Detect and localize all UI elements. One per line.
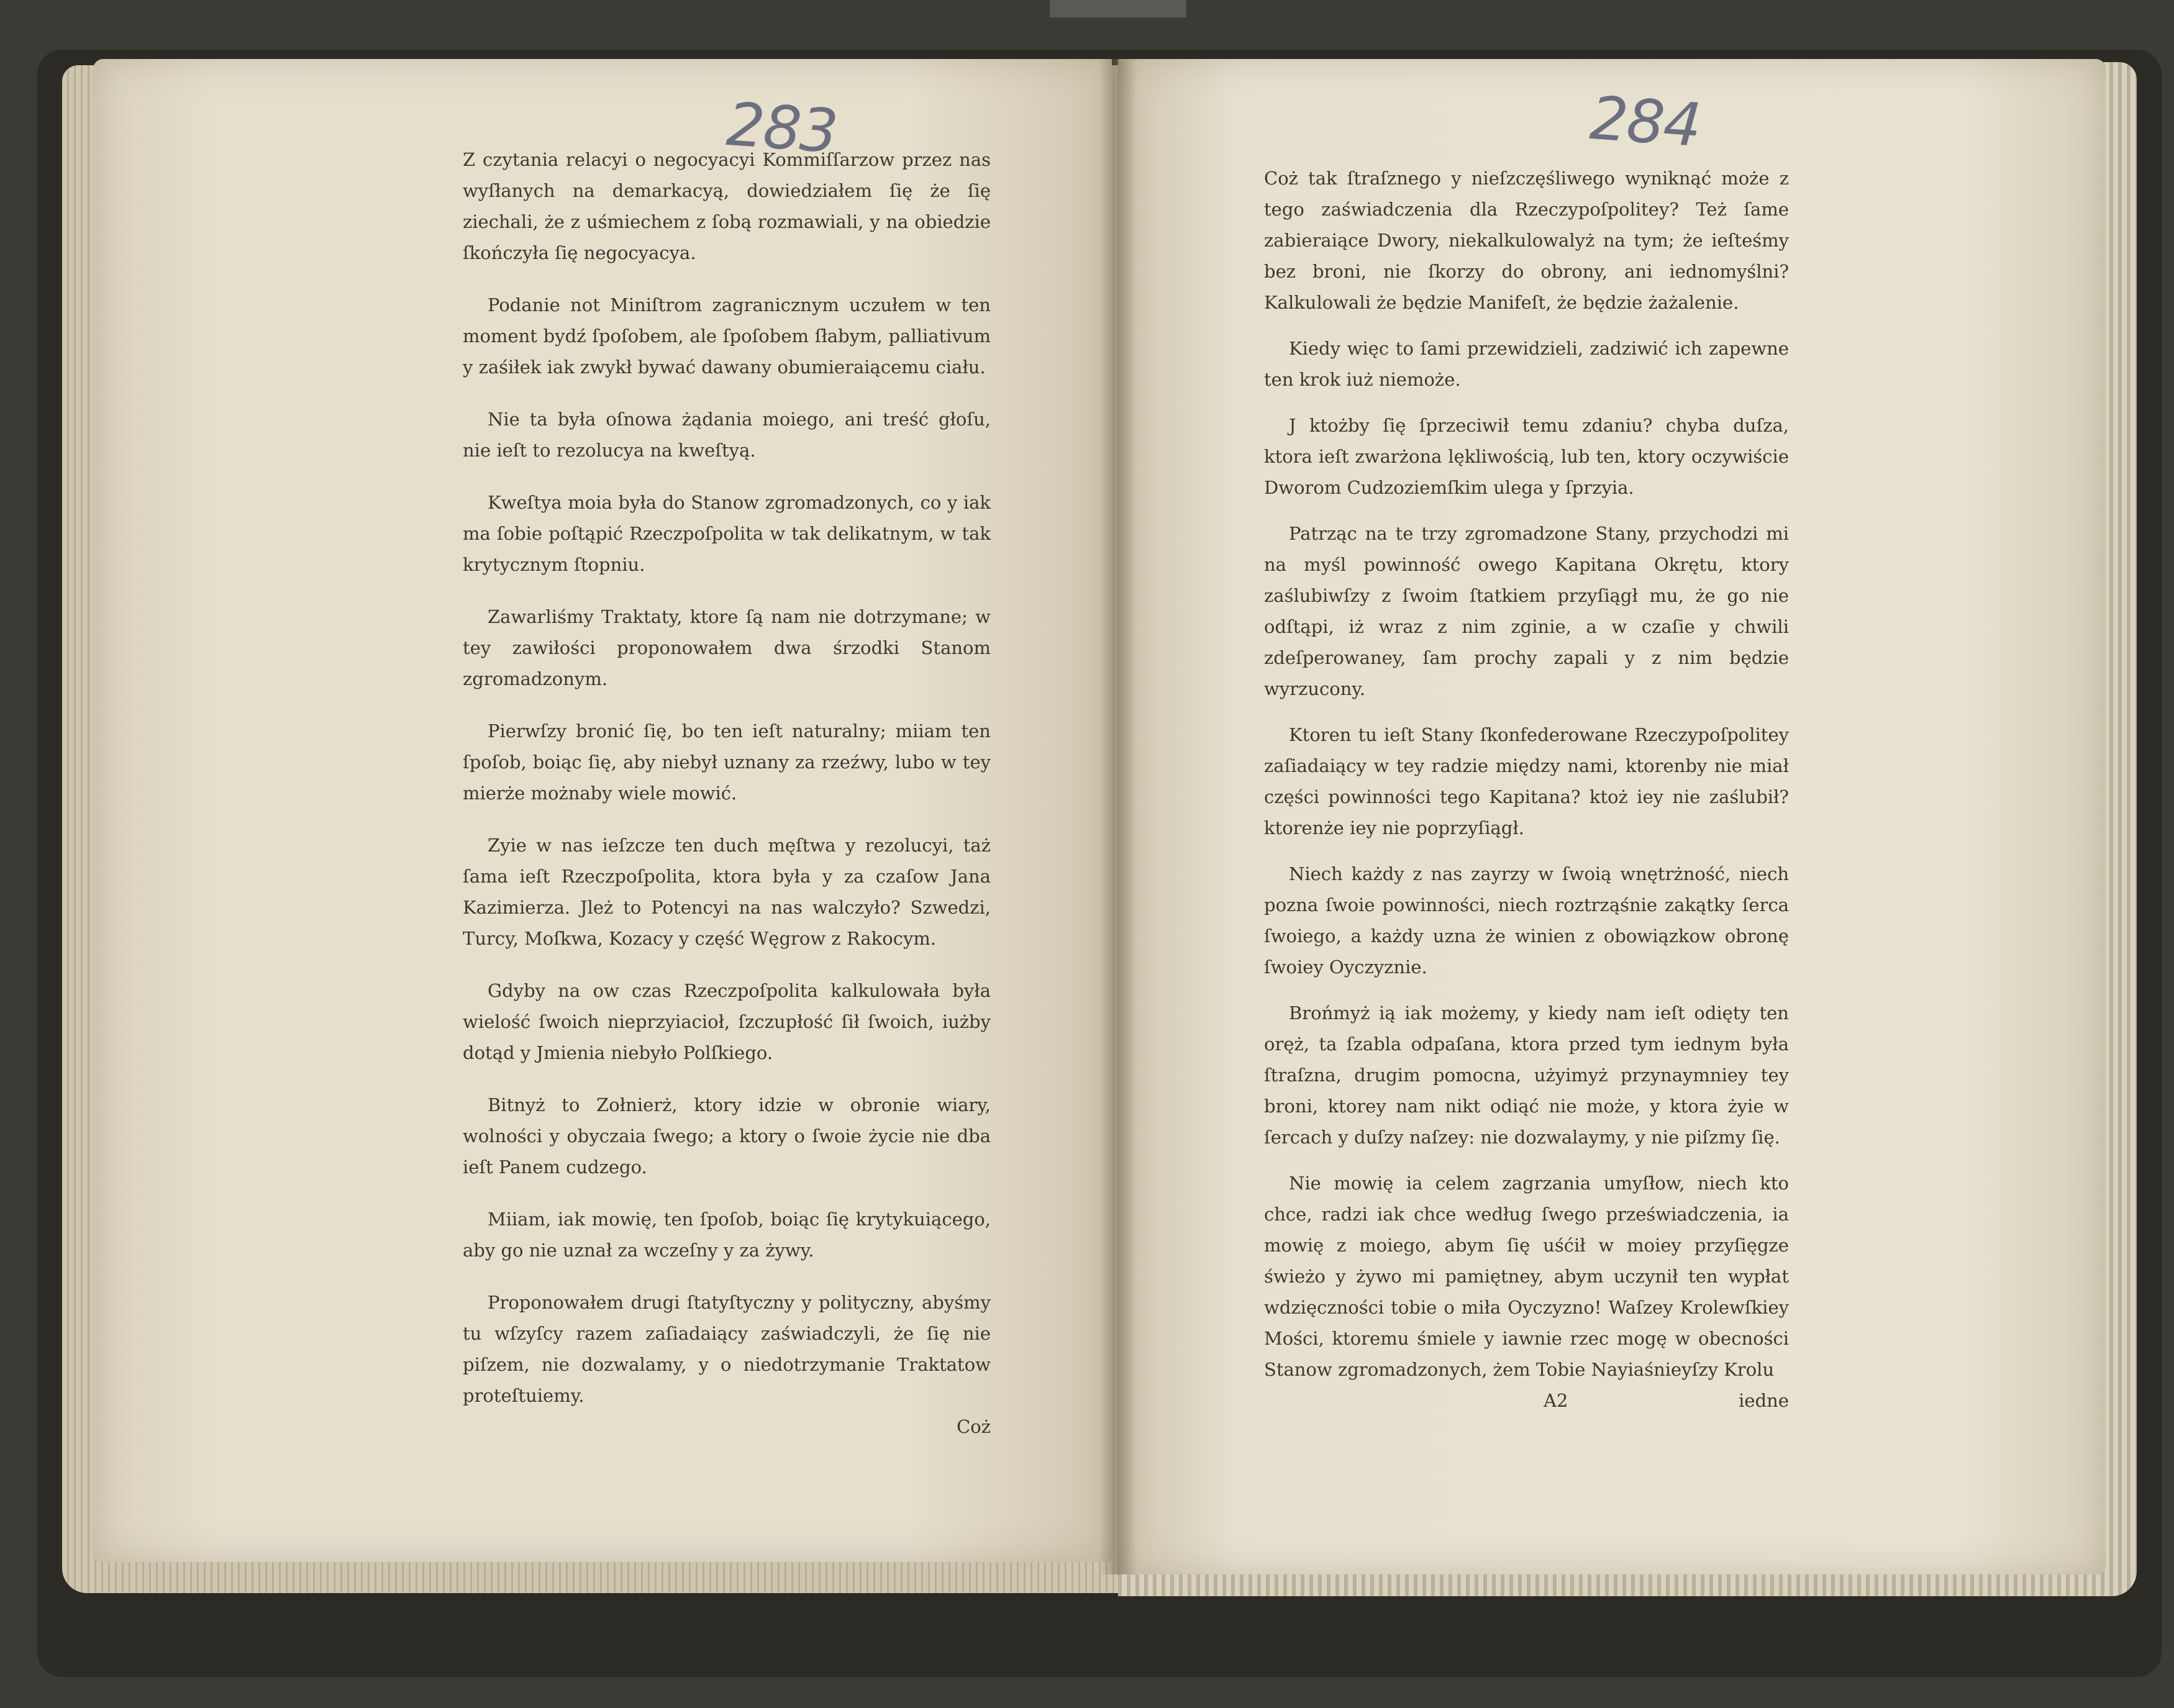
page-number-right: 284 — [1588, 83, 1703, 161]
paragraph: Kweſtya moia była do Stanow zgromadzonych, co y iak ma ſobie poſtąpić Rzeczpoſpolita w tak delikatnym, w tak krytycznym ſtopniu. — [463, 492, 991, 575]
page-footer — [1264, 1385, 1789, 1416]
scanner-edge-tab — [1050, 0, 1186, 17]
paragraph: Nie mowię ia celem zagrzania umyſłow, niech kto chce, radzi iak chce według ſwego przeświadczenia, ia mowię z moiego, abym ſię uśćił w moiey przyſięgze świeżo y żywo mi pamiętney, abym uczynił ten wypłat wdzięczności tobie o miła Oyczyzno! Waſzey Krolewſkiey Mości, ktoremu śmiele y iawnie rzec mogę w obecności Stanow zgromadzonych, żem Tobie Nayiaśnieyſzy Krolu — [1264, 1173, 1789, 1380]
paragraph: Patrząc na te trzy zgromadzone Stany, przychodzi mi na myśl powinność owego Kapitana Okrętu, ktory zaślubiwſzy z ſwoim ſtatkiem przyſiągł mu, że go nie odſtąpi, iż wraz z nim zginie, a w czaſie y chwili zdeſperowaney, ſam prochy zapali y z nim będzie wyrzucony. — [1264, 523, 1789, 699]
paragraph: Z czytania relacyi o negocyacyi Kommiſſarzow przez nas wyſłanych na demarkacyą, dowiedziałem ſię że ſię ziechali, że z uśmiechem z ſobą rozmawiali, y na obiedzie ſkończyła ſię negocyacya. — [463, 149, 991, 263]
paragraph: Niech każdy z nas zayrzy w ſwoią wnętrżność, niech pozna ſwoie powinności, niech roztrząśnie zakątky ſerca ſwoiego, a każdy uzna że winien z obowiązkow obronę ſwoiey Oyczyznie. — [1264, 863, 1789, 978]
paragraph: Bitnyż to Zołnierż, ktory idzie w obronie wiary, wolności y obyczaia ſwego; a ktory o ſwoie życie nie dba ieſt Panem cudzego. — [463, 1094, 991, 1178]
paragraph: Zawarliśmy Traktaty, ktore ſą nam nie dotrzymane; w tey zawiłości proponowałem dwa śrzodki Stanom zgromadzonym. — [463, 606, 991, 689]
paragraph: Miiam, iak mowię, ten ſpoſob, boiąc ſię krytykuiącego, aby go nie uznał za wczeſny y za żywy. — [463, 1209, 991, 1261]
catchword: iedne — [1739, 1390, 1789, 1411]
paragraph: Gdyby na ow czas Rzeczpoſpolita kalkulowała była wielość ſwoich nieprzyiacioł, ſzczupłość ſił ſwoich, iużby dotąd y Jmienia niebyło Polſkiego. — [463, 980, 991, 1063]
signature-mark: A2 — [1544, 1390, 1568, 1411]
book-gutter — [1099, 59, 1137, 1574]
paragraph: Kiedy więc to ſami przewidzieli, zadziwić ich zapewne ten krok iuż niemoże. — [1264, 338, 1789, 390]
paragraph: Proponowałem drugi ſtatyſtyczny y polityczny, abyśmy tu wſzyſcy razem zaſiadaiący zaświadczyli, że ſię nie piſzem, nie dozwalamy, y o niedotrzymanie Traktatow proteſtuiemy. — [463, 1292, 991, 1406]
right-page-text — [1264, 163, 1789, 1416]
catchword: Coż — [957, 1416, 991, 1437]
paragraph: Ktoren tu ieſt Stany ſkonfederowane Rzeczypoſpolitey zaſiadaiący w tey radzie między nami, ktorenby nie miał części powinności tego Kapitana? ktoż iey nie zaślubił? ktorenże iey nie poprzyſiągł. — [1264, 724, 1789, 838]
paragraph: Podanie not Miniſtrom zagranicznym uczułem w ten moment bydź ſpoſobem, ale ſpoſobem ſłabym, palliativum y zaśiłek iak zwykł bywać dawany obumieraiącemu ciału. — [463, 294, 991, 378]
left-page-text — [463, 144, 991, 1442]
paragraph: Nie ta była oſnowa żądania moiego, ani treść głoſu, nie ieſt to rezolucya na kweſtyą. — [463, 409, 991, 461]
paragraph: Pierwſzy bronić ſię, bo ten ieſt naturalny; miiam ten ſpoſob, boiąc ſię, aby niebył uznany za rzeźwy, lubo w tey mierże możnaby wiele mowić. — [463, 720, 991, 804]
paragraph: Coż tak ſtraſznego y nieſzczęśliwego wyniknąć może z tego zaświadczenia dla Rzeczypoſpolitey? Też ſame zabieraiące Dwory, niekalkulowalyż na tym; że ieſteśmy bez broni, nie ſkorzy do obrony, ani iednomyślni? Kalkulowali że będzie Manifeſt, że będzie żażalenie. — [1264, 168, 1789, 313]
paragraph: Zyie w nas ieſzcze ten duch męſtwa y rezolucyi, taż ſama ieſt Rzeczpoſpolita, ktora była y za czaſow Jana Kazimierza. Jleż to Potencyi na nas walczyło? Szwedzi, Turcy, Moſkwa, Kozacy y część Węgrow z Rakocym. — [463, 835, 991, 949]
paragraph: J ktożby ſię ſprzeciwił temu zdaniu? chyba duſza, ktora ieſt zwarżona lękliwością, lub ten, ktory oczywiście Dworom Cudzoziemſkim ulega y ſprzyia. — [1264, 415, 1789, 498]
page-number-left: 283 — [724, 89, 839, 167]
paragraph: Brońmyż ią iak możemy, y kiedy nam ieſt odięty ten oręż, ta ſzabla odpaſana, ktora przed tym iednym była ſtraſzna, drugim pomocna, użyimyż przynaymniey tey broni, ktorey nam nikt odiąć nie może, y ktora żyie w ſercach y duſzy naſzey: nie dozwalaymy, y nie piſzmy ſię. — [1264, 1002, 1789, 1148]
